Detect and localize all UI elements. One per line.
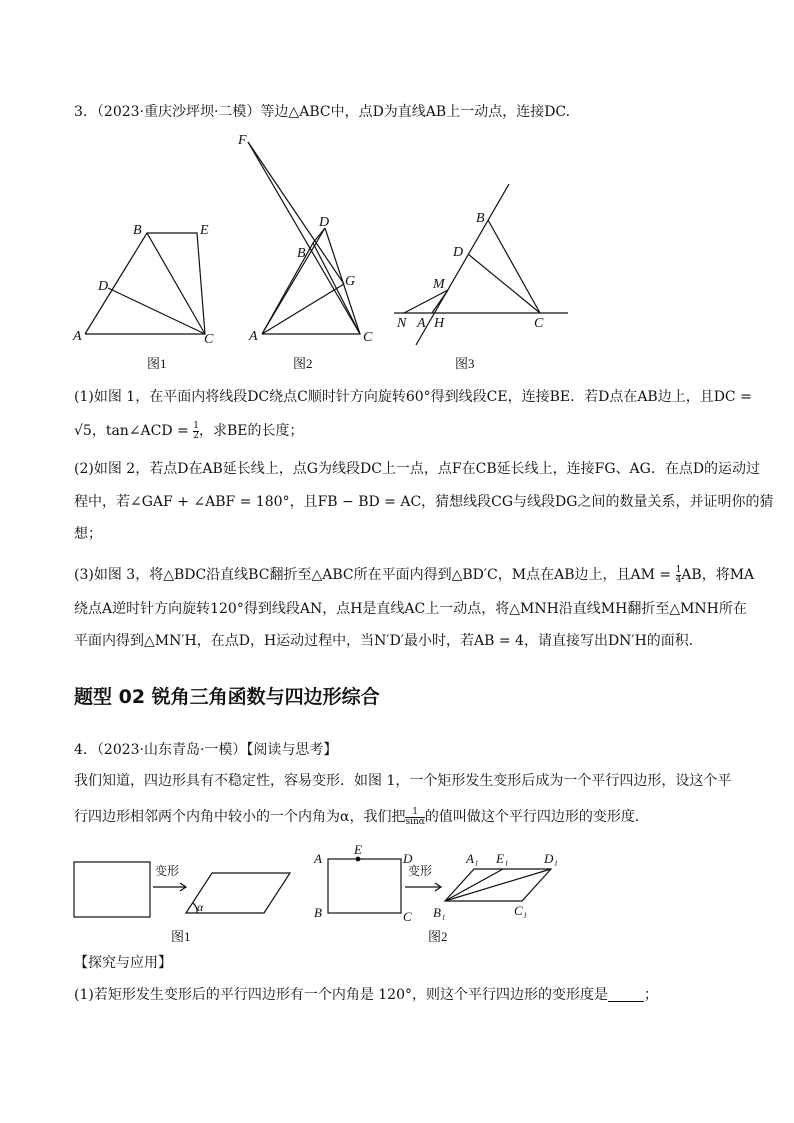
q3-f1-label-a: A xyxy=(73,329,82,344)
q4-f2-label-b1: B₁ xyxy=(433,905,446,920)
q3-part3-text-a: (3)如图 3，将△BDC沿直线BC翻折至△ABC所在平面内得到△BD′C，M点在AB边上，且AM = xyxy=(74,567,676,583)
q3-part3-text-b: AB，将MA xyxy=(681,567,755,583)
q4-arrow-label-2: 变形 xyxy=(408,864,433,878)
q3-f2-label-g: G xyxy=(345,274,356,289)
q3-f3-label-d: D xyxy=(453,245,464,260)
q3-part1-text-b: ，求BE的长度； xyxy=(198,423,304,439)
q4-f2-label-d: D xyxy=(403,851,413,866)
q3-f2-label-b: B xyxy=(297,246,306,261)
q3-part3-frac-num: 1 xyxy=(675,564,682,575)
q3-f3-label-m: M xyxy=(433,277,445,292)
answer-blank[interactable] xyxy=(608,987,644,1002)
q3-fig3-caption: 图3 xyxy=(455,356,475,371)
q4-f2-label-a1: A₁ xyxy=(466,851,479,866)
q4-f2-label-d1: D₁ xyxy=(544,851,558,866)
q4-f2-label-c1: C₁ xyxy=(514,903,528,918)
q3-part3-line2: 绕点A逆时针方向旋转120°得到线段AN，点H是直线AC上一动点，将△MNH沿直线MH翻折至△MNH所在 xyxy=(74,601,747,617)
q4-f1-alpha: α xyxy=(197,900,204,914)
q3-fig2-caption: 图2 xyxy=(293,356,313,371)
q3-part3-frac-den: 4 xyxy=(675,574,682,585)
q3-f3-label-a: A xyxy=(417,316,426,331)
q3-part1-line2 xyxy=(74,418,724,444)
q3-figure-2 xyxy=(237,133,373,345)
q4-fig1-caption: 图1 xyxy=(171,929,191,944)
q4-part1-text: (1)若矩形发生变形后的平行四边形有一个内角是 120°，则这个平行四边形的变形度是 xyxy=(74,987,609,1003)
q4-part1-end: ； xyxy=(644,987,659,1003)
q4-f2-label-a: A xyxy=(314,851,322,866)
q4-f2-label-b: B xyxy=(314,905,322,920)
q3-part2-line2: 程中，若∠GAF + ∠ABF = 180°，且FB − BD = AC，猜想线段CG与线段DG之间的数量关系，并证明你的猜 xyxy=(74,494,774,510)
q4-para-line2 xyxy=(74,804,724,830)
q3-figures xyxy=(0,128,794,378)
q3-part3-line3: 平面内得到△MN′H，在点D，H运动过程中，当N′D′最小时，若AB = 4，请直接写出DN′H的面积． xyxy=(74,633,703,649)
q4-para-text-a: 行四边形相邻两个内角中较小的一个内角为α，我们把 xyxy=(74,809,406,825)
q4-figures xyxy=(0,845,794,935)
q3-figure-1 xyxy=(72,223,214,347)
q4-frac-den: sinα xyxy=(405,816,425,827)
q3-fig1-caption: 图1 xyxy=(147,356,167,371)
q3-f2-label-a: A xyxy=(249,329,258,344)
q4-figure-1 xyxy=(74,862,290,917)
q3-f2-label-f: F xyxy=(238,133,247,148)
q4-para-text-b: 的值叫做这个平行四边形的变形度． xyxy=(424,809,649,825)
section-heading: 题型 02 锐角三角函数与四边形综合 xyxy=(74,686,380,708)
q3-part1-frac-den: 2 xyxy=(193,430,199,441)
q3-f1-label-e: E xyxy=(200,223,209,238)
q3-part2-line3: 想； xyxy=(74,526,102,542)
q3-f3-label-c: C xyxy=(534,316,544,331)
q3-f1-label-d: D xyxy=(98,279,109,294)
q4-explore-heading: 【探究与应用】 xyxy=(74,955,172,971)
q4-frac-num: 1 xyxy=(405,808,424,818)
q3-f1-label-b: B xyxy=(133,223,142,238)
q3-part1-text-a: √5，tan∠ACD = xyxy=(74,423,194,439)
q4-figure-2 xyxy=(313,845,558,924)
q4-part1 xyxy=(74,982,724,1008)
q3-part1-frac-num: 1 xyxy=(193,420,199,431)
q3-part3-line1 xyxy=(74,562,755,588)
q4-f2-label-e1: E₁ xyxy=(496,851,509,866)
q3-f2-label-d: D xyxy=(319,215,330,230)
q3-f2-label-c: C xyxy=(363,330,373,345)
q4-stem: 4．（2023·山东青岛·一模）【阅读与思考】 xyxy=(74,742,338,758)
q4-fraction xyxy=(405,808,424,827)
q4-fig2-caption: 图2 xyxy=(428,929,448,944)
q3-f1-label-c: C xyxy=(204,332,214,347)
q3-part2-line1: (2)如图 2，若点D在AB延长线上，点G为线段DC上一点，点F在CB延长线上，连接FG、AG．在点D的运动过 xyxy=(74,461,761,477)
q4-f2-label-e: E xyxy=(354,845,362,857)
q3-f3-label-n: N xyxy=(397,316,407,331)
q3-part1-line1: (1)如图 1，在平面内将线段DC绕点C顺时针方向旋转60°得到线段CE，连接BE．若D点在AB边上，且DC = xyxy=(74,389,752,405)
q4-f2-label-c: C xyxy=(403,909,412,924)
q3-f3-label-b: B xyxy=(476,211,485,226)
q3-figure-3 xyxy=(394,184,568,345)
q4-para-line1: 我们知道，四边形具有不稳定性，容易变形．如图 1，一个矩形发生变形后成为一个平行四边形，设这个平 xyxy=(74,773,732,789)
q3-f3-label-h: H xyxy=(434,316,445,331)
q4-arrow-label-1: 变形 xyxy=(155,864,180,878)
q3-stem: 3．（2023·重庆沙坪坝·二模）等边△ABC中，点D为直线AB上一动点，连接DC. xyxy=(74,104,571,120)
